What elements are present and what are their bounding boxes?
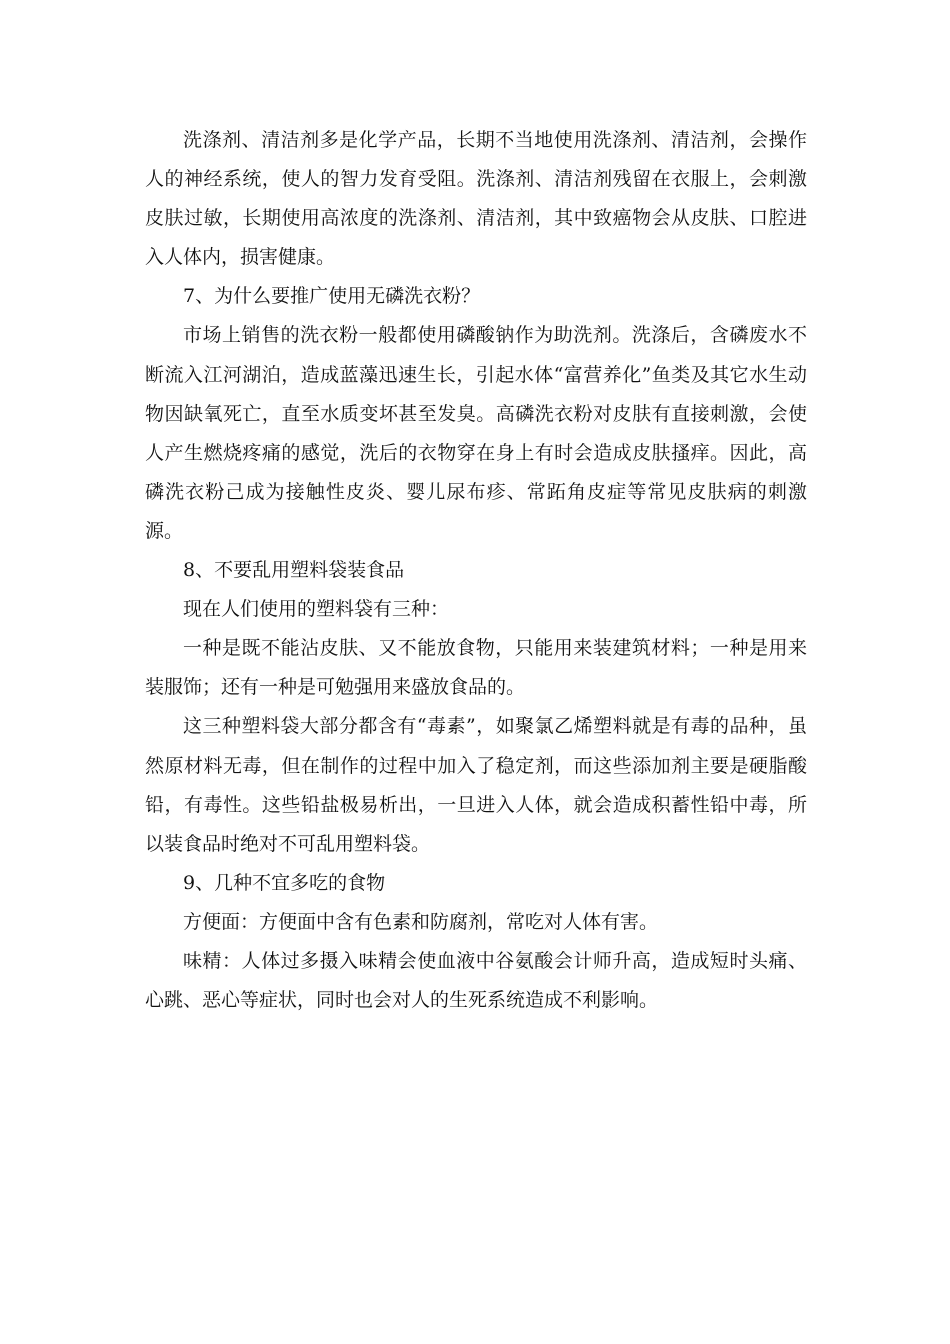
paragraph-bag-uses: 一种是既不能沾皮肤、又不能放食物，只能用来装建筑材料；一种是用来装服饰；还有一种是可勉强用来盛放食品的。 [145, 637, 807, 699]
heading-phosphate-free-detergent: 7、为什么要推广使用无磷洗衣粉？ [183, 285, 481, 308]
paragraph-three-bag-types: 现在人们使用的塑料袋有三种： [183, 598, 450, 621]
heading-plastic-bags: 8、不要乱用塑料袋装食品 [183, 559, 405, 582]
heading-foods-to-limit: 9、几种不宜多吃的食物 [183, 871, 386, 894]
document-body [145, 121, 807, 1020]
paragraph-bag-toxicity: 这三种塑料袋大部分都含有“毒素”，如聚氯乙烯塑料就是有毒的品种，虽然原材料无毒，但在制作的过程中加入了稳定剂，而这些添加剂主要是硬脂酸铅，有毒性。这些铅盐极易析出，一旦进入人体，就会造成积蓄性铅中毒，所以装食品时绝对不可乱用塑料袋。 [145, 715, 807, 855]
paragraph-phosphate-pollution: 市场上销售的洗衣粉一般都使用磷酸钠作为助洗剂。洗涤后，含磷废水不断流入江河湖泊，造成蓝藻迅速生长，引起水体“富营养化”鱼类及其它水生动物因缺氧死亡，直至水质变坏甚至发臭。高磷洗衣粉对皮肤有直接刺激，会使人产生燃烧疼痛的感觉，洗后的衣物穿在身上有时会造成皮肤搔痒。因此，高磷洗衣粉己成为接触性皮炎、婴儿尿布疹、常跖角皮症等常见皮肤病的刺激源。 [145, 324, 807, 542]
paragraph-detergent-harm: 洗涤剂、清洁剂多是化学产品，长期不当地使用洗涤剂、清洁剂，会操作人的神经系统，使人的智力发育受阻。洗涤剂、清洁剂残留在衣服上，会刺激皮肤过敏，长期使用高浓度的洗涤剂、清洁剂，其中致癌物会从皮肤、口腔进入人体内，损害健康。 [145, 129, 807, 269]
paragraph-msg: 味精：人体过多摄入味精会使血液中谷氨酸会计师升高，造成短时头痛、心跳、恶心等症状，同时也会对人的生死系统造成不利影响。 [145, 949, 807, 1012]
paragraph-instant-noodles: 方便面：方便面中含有色素和防腐剂，常吃对人体有害。 [183, 910, 659, 933]
